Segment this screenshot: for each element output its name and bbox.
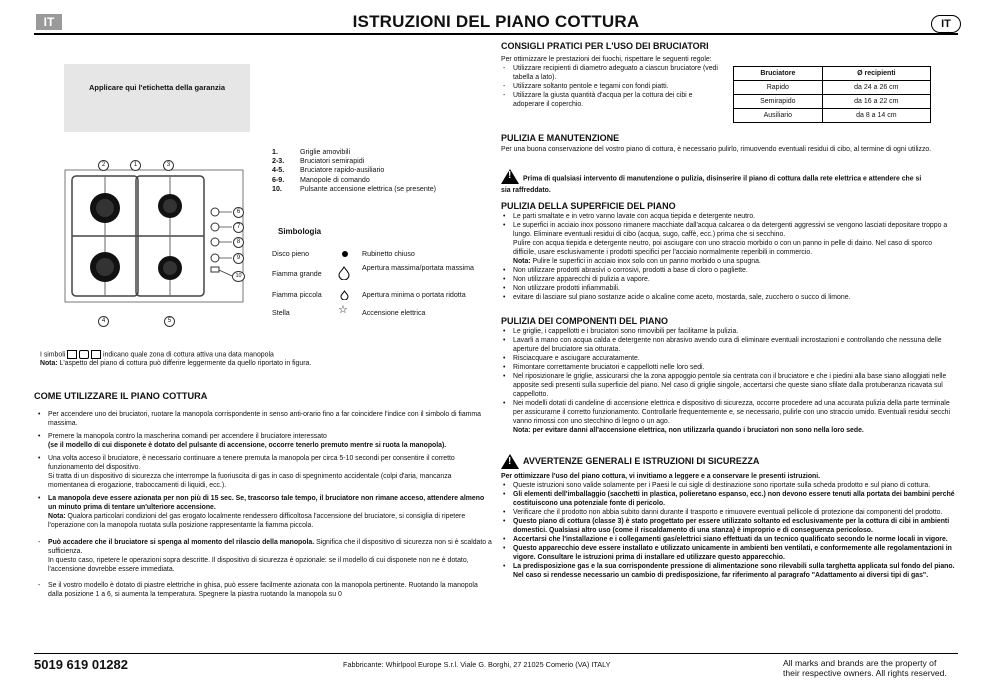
how-to-title: COME UTILIZZARE IL PIANO COTTURA — [34, 391, 208, 401]
list-item: - Utilizzare soltanto pentole e tegami con fondi piatti. — [501, 82, 721, 91]
large-flame-icon — [338, 266, 350, 280]
list-item: • Nei modelli dotati di candeline di accensione elettrica e dispositivo di sicurezza, occorre procedere ad una accurata pulizia della parte terminale per assicurarne il corretto funzionamento. Controllarle frequentemente e, se necessario, pulirle con uno straccio umido. Eventuali residui secchi vanno rimossi con uno stecchino di legno o un ago. Nota: per evitare danni all'accensione elettrica, non utilizzarla quando i bruciatori non sono nella loro sede. — [501, 399, 956, 435]
list-item: • Non utilizzare apparecchi di pulizia a vapore. — [501, 275, 956, 284]
table-row: Rapido da 24 a 26 cm — [734, 81, 931, 95]
product-code: 5019 619 01282 — [34, 657, 128, 672]
list-item: • Le superfici in acciaio inox possono rimanere macchiate dall'acqua calcarea o da detergenti aggressivi se vengono lasciati depositare troppo a lungo. Eliminare eventuali residui di cibo (acqua, sugo, caffè, ecc.) prima che si secchino. Pulire con acqua tiepida e detergente neutro, poi asciugare con uno straccio morbido o con un panno in pelle di daino. Nel caso di sporco difficile, usare esclusivamente i prodotti specifici per l'acciaio normalmente reperibili in commercio. Nota: Pulire le superfici in acciaio inox solo con un panno morbido o una spugna. — [501, 221, 956, 266]
tips-section — [501, 55, 721, 109]
hob-drawing — [60, 162, 250, 310]
language-tag-left: IT — [36, 14, 62, 30]
list-item: - Può accadere che il bruciatore si spenga al momento del rilascio della manopola. Significa che il dispositivo di sicurezza non si è scaldato a sufficienza. In questo caso, ripetere le operazioni sopra descritte. Il dispositivo di sicurezza è opzionale: se il modello di cui disponete non ne è dotato, l'accensione dovrebbe essere immediata. — [36, 538, 492, 574]
small-flame-icon — [340, 290, 349, 300]
callout-10: 10 — [232, 271, 245, 282]
callout-1: 1 — [130, 160, 141, 171]
callout-5: 5 — [164, 316, 175, 327]
table-header: Ø recipienti — [822, 67, 930, 81]
parts-item: 1. Griglie amovibili — [272, 148, 351, 156]
symbol-row: Fiamma piccola Apertura minima o portata ridotta — [272, 291, 466, 299]
rights-notice — [783, 658, 947, 678]
list-item: • Le parti smaltate e in vetro vanno lavate con acqua tiepida e detergente neutro. — [501, 212, 956, 221]
parts-item: 10. Pulsante accensione elettrica (se presente) — [272, 184, 437, 193]
symbols-note-line1: I simboli indicano quale zona di cottura attiva una data manopola — [40, 351, 274, 359]
hob-diagram — [60, 162, 250, 324]
zone-icon-mixed — [79, 350, 89, 359]
list-item: • evitare di lasciare sul piano sostanze acide o alcaline come aceto, mostarda, sale, zucchero o succo di limone. — [501, 293, 956, 302]
warranty-label-text: Applicare qui l'etichetta della garanzia — [89, 83, 225, 92]
symbols-note — [40, 350, 480, 368]
list-item: - Utilizzare la giusta quantità d'acqua per la cottura dei cibi e adoperare il coperchio. — [501, 91, 721, 109]
parts-list — [272, 148, 482, 194]
list-item: • La predisposizione gas e la sua corrispondente pressione di alimentazione sono rilevabili sulla targhetta applicata sul fondo del piano. Nel caso si rendesse necessario un cambio di predisposizione, far riferimento al paragrafo "Adattamento ai diversi tipi di gas". — [501, 562, 956, 580]
zone-icon-front — [67, 350, 77, 359]
list-item: • Risciacquare e asciugare accuratamente. — [501, 354, 956, 363]
list-item: - Utilizzare recipienti di diametro adeguato a ciascun bruciatore (vedi tabella a lato). — [501, 64, 721, 82]
table-row: Semirapido da 16 a 22 cm — [734, 95, 931, 109]
list-item: • Non utilizzare prodotti abrasivi o corrosivi, prodotti a base di cloro o pagliette. — [501, 266, 956, 275]
parts-item: 4-5. Bruciatore rapido-ausiliario — [272, 166, 385, 175]
list-item: • La manopola deve essere azionata per non più di 15 sec. Se, trascorso tale tempo, il bruciatore non rimane acceso, attendere almeno un minuto prima di tentare un'ulteriore accensione. Nota: Qualora particolari condizioni del gas erogato localmente rendessero difficoltosa l'accensione del bruciatore, si consiglia di ripetere l'operazione con la manopola ruotata sulla posizione rappresentante la fiamma piccola. — [36, 494, 492, 530]
surface-section — [501, 212, 956, 302]
callout-2: 2 — [98, 160, 109, 171]
callout-7: 7 — [233, 222, 244, 233]
warning-icon — [501, 454, 519, 469]
manufacturer: Fabbricante: Whirlpool Europe S.r.l. Viale G. Borghi, 27 21025 Comerio (VA) ITALY — [343, 660, 611, 669]
symbol-row: Stella ☆ Accensione elettrica — [272, 304, 426, 317]
callout-3: 3 — [163, 160, 174, 171]
table-header-row — [734, 67, 931, 81]
list-item: • Accertarsi che l'installazione e i collegamenti gas/elettrici siano effettuati da un tecnico qualificato secondo le norme locali in vigore. — [501, 535, 956, 544]
list-item: • Nel riposizionare le griglie, assicurarsi che la zona appoggio pentole sia centrata con il bruciatore e che i piedini alla base siano alloggiati nelle apposite sedi presenti sulla superficie del piano. Nel caso di griglie singole, accertarsi che queste siano sfilate dalla protuberanza ricavata sul cappellotto. — [501, 372, 956, 399]
symbol-row: Fiamma grande Apertura massima/portata massima — [272, 264, 474, 278]
list-item: • Le griglie, i cappellotti e i bruciatori sono rimovibili per facilitarne la pulizia. — [501, 327, 956, 336]
safety-section — [501, 472, 956, 580]
cleaning-title: PULIZIA E MANUTENZIONE — [501, 133, 620, 143]
list-item: • Queste istruzioni sono valide solamente per i Paesi le cui sigle di destinazione sono riportate sulla scheda prodotto e sul piano di cottura. — [501, 481, 956, 490]
parts-item: 6-9. Manopole di comando — [272, 175, 370, 184]
zone-icon-rear — [91, 350, 101, 359]
callout-9: 9 — [233, 253, 244, 264]
how-to-section — [36, 410, 492, 599]
star-icon: ☆ — [338, 304, 348, 316]
list-item: • Rimontare correttamente bruciatori e cappellotti nelle loro sedi. — [501, 363, 956, 372]
list-item: • Lavarli a mano con acqua calda e detergente non abrasivo avendo cura di eliminare eventuali incrostazioni e controllando che nessuna delle aperture del bruciatore sia otturata. — [501, 336, 956, 354]
list-item: • Gli elementi dell'imballaggio (sacchetti in plastica, polieretano espanso, ecc.) non devono essere tenuti alla portata dei bambini perché costituiscono una potenziale fonte di pericolo. — [501, 490, 956, 508]
callout-6: 6 — [233, 207, 244, 218]
callout-4: 4 — [98, 316, 109, 327]
list-item: • Questo apparecchio deve essere installato e utilizzato unicamente in ambienti ben ventilati, e conformemente alle regolamentazioni in vigore. Consultare le istruzioni prima di installare ed utilizzare questo apparecchio. — [501, 544, 956, 562]
cleaning-text: Per una buona conservazione del vostro piano di cottura, è necessario pulirlo, rimuovendo eventuali residui di cibo, al termine di ogni utilizzo. — [501, 146, 932, 153]
list-item: • Una volta acceso il bruciatore, è necessario continuare a tenere premuta la manopola per circa 5-10 secondi per consentire il corretto funzionamento del dispositivo. Si tratta di un dispositivo di sicurezza che interrompe la fuoriuscita di gas in caso di spegnimento accidentale (colpi d'aria, mancanza momentanea di erogazione, traboccamenti di liquidi, ecc.). — [36, 454, 492, 490]
warranty-label-area — [64, 64, 250, 132]
safety-title: !AVVERTENZE GENERALI E ISTRUZIONI DI SICUREZZA — [501, 454, 759, 469]
rights-line-2: their respective owners. All rights reserved. — [783, 668, 947, 678]
parts-item: 2-3. Bruciatori semirapidi — [272, 157, 365, 166]
table-row: Ausiliario da 8 a 14 cm — [734, 109, 931, 123]
symbol-row: Disco pieno Rubinetto chiuso — [272, 250, 415, 258]
header-divider — [34, 33, 958, 35]
tips-intro: Per ottimizzare le prestazioni dei fuochi, rispettare le seguenti regole: — [501, 56, 712, 63]
list-item: - Se il vostro modello è dotato di piastre elettriche in ghisa, può essere facilmente azionata con la manopola pertinente. Ruotando la manopola dalla posizione 1 a 6, si aumenta la temperatura. Spegnere la piastra ruotando la manopola su 0 — [36, 581, 492, 599]
cleaning-warning: !Prima di qualsiasi intervento di manutenzione o pulizia, disinserire il piano di cottura dalla rete elettrica e attendere che si sia raffreddato. — [501, 171, 931, 195]
rights-line-1: All marks and brands are the property of — [783, 658, 937, 668]
table-header: Bruciatore — [734, 67, 823, 81]
safety-intro: Per ottimizzare l'uso del piano cottura, vi invitiamo a leggere e a conservare le presenti istruzioni. — [501, 473, 821, 480]
symbols-table — [272, 247, 492, 322]
symbols-note-line2: Nota: L'aspetto del piano di cottura può differire leggermente da quello riportato in figura. — [40, 360, 312, 368]
footer-divider — [34, 653, 958, 654]
list-item: • Per accendere uno dei bruciatori, ruotare la manopola corrispondente in senso anti-orario fino a far coincidere l'indice con il simbolo di fiamma massima. — [36, 410, 492, 428]
surface-title: PULIZIA DELLA SUPERFICIE DEL PIANO — [501, 201, 676, 211]
language-tag-right: IT — [931, 15, 961, 33]
filled-disc-icon — [342, 251, 348, 257]
list-item: • Questo piano di cottura (classe 3) è stato progettato per essere utilizzato soltanto ed esclusivamente per la cottura di cibi in ambienti domestici. Qualsiasi altro uso (come il riscaldamento di una stanza) è improprio e di conseguenza pericoloso. — [501, 517, 956, 535]
burner-size-table — [733, 66, 931, 123]
list-item: • Verificare che il prodotto non abbia subito danni durante il trasporto e rimuovere eventuali pellicole di protezione dai componenti del prodotto. — [501, 508, 956, 517]
symbols-title: Simbologia — [278, 227, 322, 236]
page-title: ISTRUZIONI DEL PIANO COTTURA — [352, 12, 640, 31]
callout-8: 8 — [233, 237, 244, 248]
list-item: • Premere la manopola contro la mascherina comandi per accendere il bruciatore interessato (se il modello di cui disponete è dotato del pulsante di accensione, occorre tenerlo premuto mentre si ruota la manopola). — [36, 432, 492, 450]
components-section — [501, 327, 956, 435]
components-title: PULIZIA DEI COMPONENTI DEL PIANO — [501, 316, 669, 326]
list-item: • Non utilizzare prodotti infiammabili. — [501, 284, 956, 293]
tips-title: CONSIGLI PRATICI PER L'USO DEI BRUCIATORI — [501, 41, 709, 51]
warning-icon — [501, 169, 519, 184]
